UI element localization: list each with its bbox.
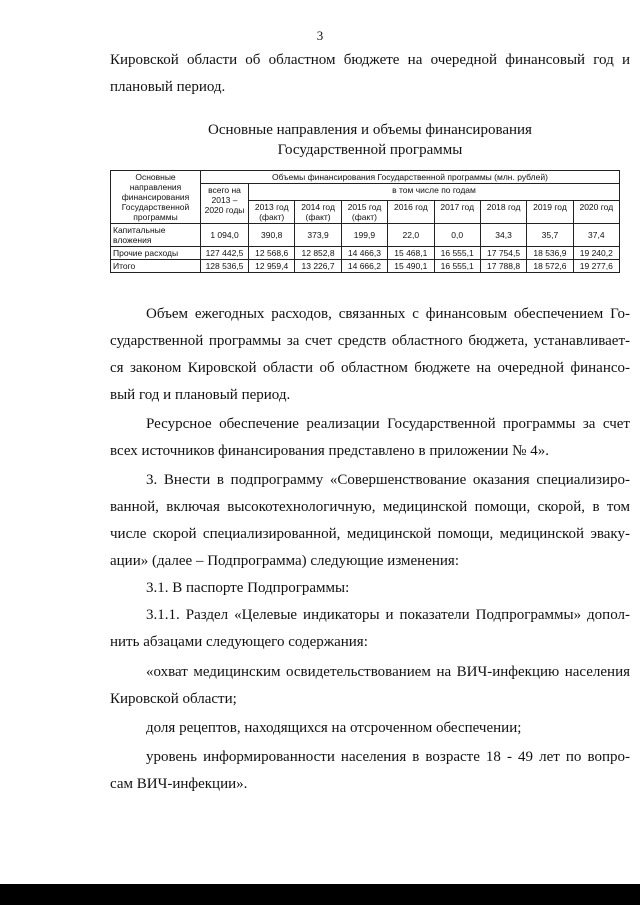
header-year: 2013 год (факт) (249, 201, 295, 224)
header-total: всего на 2013 – 2020 годы (201, 184, 249, 224)
para8-line-1: уровень информированности населения в возрасте 18 - 49 лет по вопро- (146, 749, 630, 765)
row-label: Капитальные вложения (111, 224, 201, 247)
header-year: 2018 год (480, 201, 526, 224)
para6-line-2: Кировской области; (110, 691, 237, 707)
row-total: 127 442,5 (201, 247, 249, 260)
table-row (111, 247, 620, 260)
cell: 19 277,6 (573, 260, 619, 273)
cell: 12 959,4 (249, 260, 295, 273)
para3-line-1: 3. Внести в подпрограмму «Совершенствование оказания специализиро- (146, 472, 630, 488)
cell: 12 852,8 (295, 247, 341, 260)
header-year: 2019 год (527, 201, 573, 224)
para7: доля рецептов, находящихся на отсроченном обеспечении; (146, 720, 522, 736)
cell: 0,0 (434, 224, 480, 247)
para2-line-2: всех источников финансирования представлено в приложении № 4». (110, 443, 549, 459)
cell: 12 568,6 (249, 247, 295, 260)
row-total: 1 094,0 (201, 224, 249, 247)
para5-line-2: нить абзацами следующего содержания: (110, 634, 368, 650)
header-year: 2016 год (388, 201, 434, 224)
cell: 17 754,5 (480, 247, 526, 260)
section-title-line-1: Основные направления и объемы финансирования (208, 122, 532, 138)
cell: 17 788,8 (480, 260, 526, 273)
cell: 19 240,2 (573, 247, 619, 260)
cell: 14 466,3 (341, 247, 387, 260)
table-header-row (111, 171, 620, 184)
cell: 18 572,6 (527, 260, 573, 273)
intro-line-1: Кировской области об областном бюджете на очередной финансовый год и (110, 52, 630, 68)
para3-line-3: числе скорой специализированной, медицинской помощи, медицинской эваку- (110, 526, 630, 542)
page-number: 3 (316, 28, 324, 43)
para6-line-1: «охват медицинским освидетельствованием на ВИЧ-инфекцию населения (146, 664, 630, 680)
cell: 34,3 (480, 224, 526, 247)
para2-line-1: Ресурсное обеспечение реализации Государственной программы за счет (146, 416, 630, 432)
cell: 15 490,1 (388, 260, 434, 273)
header-year: 2017 год (434, 201, 480, 224)
scan-bottom-border (0, 884, 640, 905)
para1-line-2: сударственной программы за счет средств областного бюджета, устанавливает- (110, 333, 630, 349)
cell: 18 536,9 (527, 247, 573, 260)
para3-line-2: ванной, включая высокотехнологичную, медицинской помощи, скорой, в том (110, 499, 630, 515)
cell: 14 666,2 (341, 260, 387, 273)
cell: 16 555,1 (434, 260, 480, 273)
cell: 199,9 (341, 224, 387, 247)
table-row (111, 224, 620, 247)
para4: 3.1. В паспорте Подпрограммы: (146, 580, 350, 596)
cell: 13 226,7 (295, 260, 341, 273)
cell: 22,0 (388, 224, 434, 247)
cell: 35,7 (527, 224, 573, 247)
header-year: 2014 год (факт) (295, 201, 341, 224)
header-main: Основные направления финансирования Государственной программы (111, 171, 201, 224)
cell: 373,9 (295, 224, 341, 247)
section-title (110, 120, 630, 160)
row-label: Прочие расходы (111, 247, 201, 260)
cell: 37,4 (573, 224, 619, 247)
cell: 16 555,1 (434, 247, 480, 260)
header-year: 2015 год (факт) (341, 201, 387, 224)
section-title-line-2: Государственной программы (277, 142, 463, 158)
header-year: 2020 год (573, 201, 619, 224)
cell: 15 468,1 (388, 247, 434, 260)
para3-line-4: ации» (далее – Подпрограмма) следующие изменения: (110, 553, 459, 569)
para1-line-4: вый год и плановый период. (110, 387, 291, 403)
financing-table (110, 170, 620, 273)
cell: 390,8 (249, 224, 295, 247)
header-group: Объемы финансирования Государственной программы (млн. рублей) (201, 171, 620, 184)
row-label: Итого (111, 260, 201, 273)
row-total: 128 536,5 (201, 260, 249, 273)
para5-line-1: 3.1.1. Раздел «Целевые индикаторы и показатели Подпрограммы» допол- (146, 607, 630, 623)
para8-line-2: сам ВИЧ-инфекции». (110, 776, 248, 792)
header-by-years: в том числе по годам (249, 184, 620, 201)
intro-line-2: плановый период. (110, 79, 226, 95)
table-row (111, 260, 620, 273)
para1-line-1: Объем ежегодных расходов, связанных с финансовым обеспечением Го- (146, 306, 630, 322)
para1-line-3: ся законом Кировской области об областном бюджете на очередной финансо- (110, 360, 630, 376)
